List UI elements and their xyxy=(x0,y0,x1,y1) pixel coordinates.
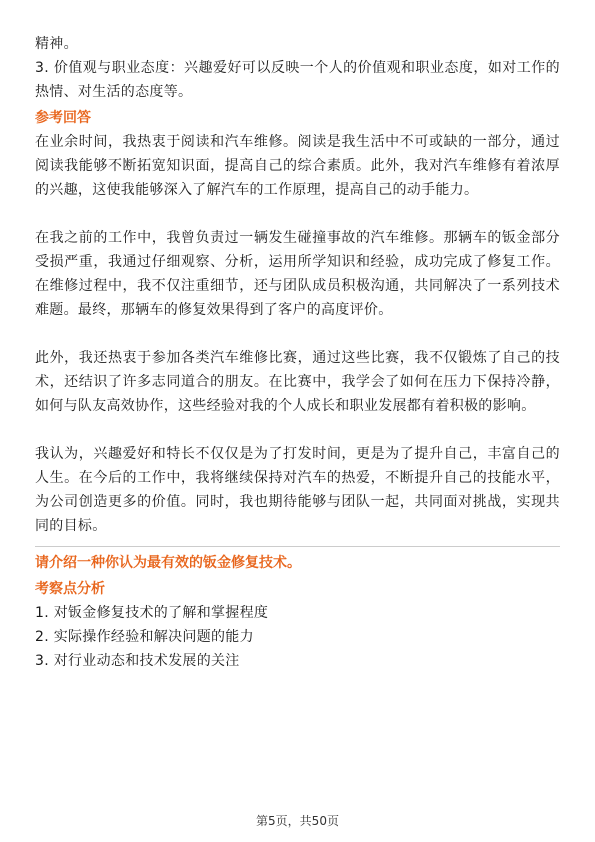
analysis-heading: 考察点分析 xyxy=(35,581,105,597)
reference-answer-heading: 参考回答 xyxy=(35,110,91,126)
answer-paragraph-1: 在业余时间，我热衷于阅读和汽车维修。阅读是我生活中不可或缺的一部分，通过阅读我能够不断拓宽知识面，提高自己的综合素质。此外，我对汽车维修有着浓厚的兴趣，这使我能够深入了解汽车的工作原理，提高自己的动手能力。 xyxy=(35,134,560,198)
document-page xyxy=(35,32,560,673)
answer-paragraph-2: 在我之前的工作中，我曾负责过一辆发生碰撞事故的汽车维修。那辆车的钣金部分受损严重，我通过仔细观察、分析，运用所学知识和经验，成功完成了修复工作。在维修过程中，我不仅注重细节，还与团队成员积极沟通，共同解决了一系列技术难题。最终，那辆车的修复效果得到了客户的高度评价。 xyxy=(35,230,560,318)
intro-continuation: 精神。 xyxy=(35,36,78,52)
intro-item-3: 3. 价值观与职业态度：兴趣爱好可以反映一个人的价值观和职业态度，如对工作的热情、对生活的态度等。 xyxy=(35,60,560,100)
page-number: 第5页，共50页 xyxy=(256,814,339,828)
analysis-item-3: 3. 对行业动态和技术发展的关注 xyxy=(35,653,240,669)
section-divider xyxy=(35,546,560,547)
answer-paragraph-3: 此外，我还热衷于参加各类汽车维修比赛，通过这些比赛，我不仅锻炼了自己的技术，还结识了许多志同道合的朋友。在比赛中，我学会了如何在压力下保持冷静，如何与队友高效协作，这些经验对我的个人成长和职业发展都有着积极的影响。 xyxy=(35,350,560,414)
answer-paragraph-4: 我认为，兴趣爱好和特长不仅仅是为了打发时间，更是为了提升自己，丰富自己的人生。在今后的工作中，我将继续保持对汽车的热爱，不断提升自己的技能水平，为公司创造更多的价值。同时，我也期待能够与团队一起，共同面对挑战，实现共同的目标。 xyxy=(35,446,560,534)
analysis-item-2: 2. 实际操作经验和解决问题的能力 xyxy=(35,629,254,645)
analysis-item-1: 1. 对钣金修复技术的了解和掌握程度 xyxy=(35,605,269,621)
next-question-title: 请介绍一种你认为最有效的钣金修复技术。 xyxy=(35,555,301,571)
